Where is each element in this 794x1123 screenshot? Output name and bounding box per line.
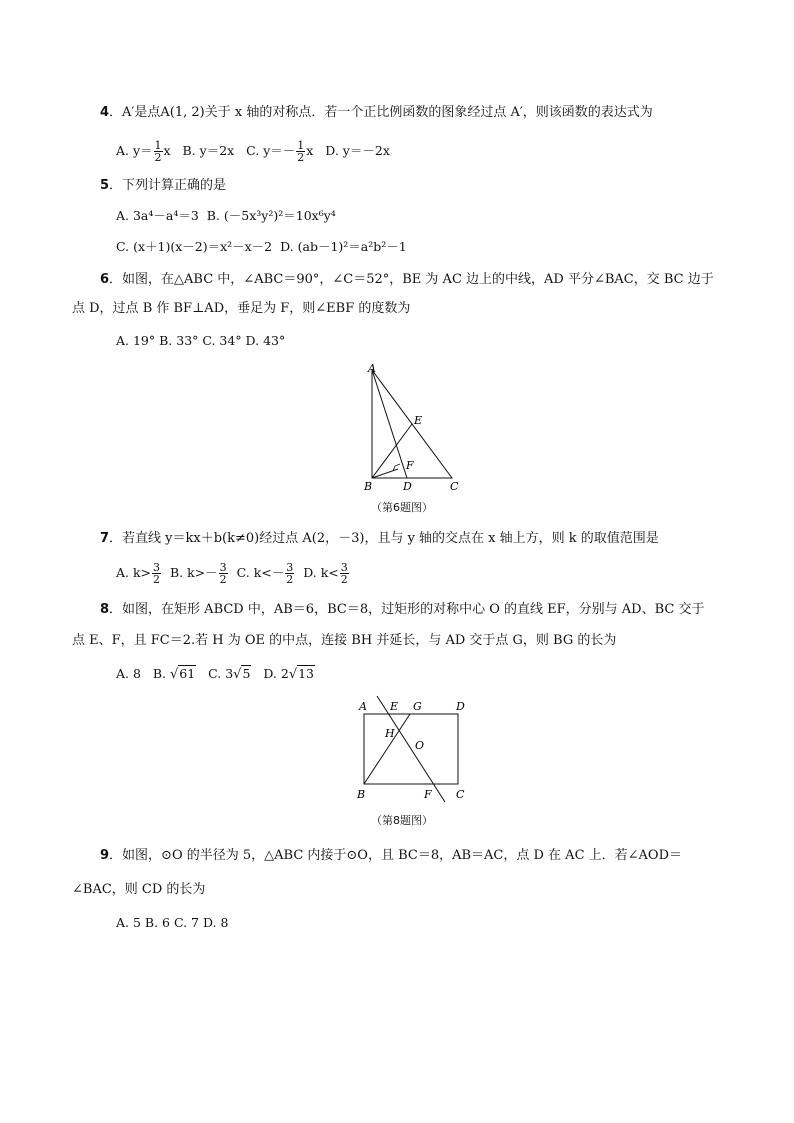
label-a: A (359, 700, 367, 713)
q7-option-b: B. k>－ $\frac{3}{2}$ (169, 561, 227, 586)
q5-option-b: B. (－5x³y²)²＝10x⁶y⁴ (206, 208, 336, 223)
q5-options-row1 (116, 206, 336, 226)
q7-options (116, 557, 350, 589)
q5-option-c: C. (x＋1)(x－2)＝x²－x－2 (116, 239, 273, 254)
q9-stem-line2: ∠BAC，则 CD 的长为 (72, 882, 206, 897)
segment-ad (372, 370, 407, 478)
label-e: E (414, 414, 423, 427)
q8-number: 8 (100, 602, 110, 617)
q8-option-b: B. √61 (152, 666, 196, 682)
q8-stem-text1: ．如图，在矩形 ABCD 中，AB＝6，BC＝8，过矩形的对称中心 O 的直线 EF，分别与 AD、BC 交于 (109, 602, 705, 617)
label-d: D (456, 700, 465, 713)
q7-option-c: C. k<－ $\frac{3}{2}$ (236, 561, 294, 586)
q4-option-b: B. y＝2x (182, 143, 235, 158)
label-b: B (357, 788, 366, 801)
q4-stem (100, 103, 653, 123)
label-c: C (456, 788, 465, 801)
q9-stem-line1 (100, 846, 682, 866)
q7-stem-text: ．若直线 y＝kx＋b(k≠0)经过点 A(2，－3)，且与 y 轴的交点在 x 轴上方，则 k 的取值范围是 (109, 531, 659, 546)
q7-option-a: A. k> $\frac{3}{2}$ (116, 561, 161, 586)
q5-stem-text: ．下列计算正确的是 (109, 178, 227, 193)
label-h: H (385, 727, 395, 740)
label-f: F (424, 788, 432, 801)
q7-number: 7 (100, 531, 110, 546)
label-d: D (403, 480, 412, 493)
q4-option-c: C. y＝－ $\frac{1}{2}$ x (246, 139, 314, 164)
q6-stem-text1: ．如图，在△ABC 中，∠ABC＝90°，∠C＝52°，BE 为 AC 边上的中线，AD 平分∠BAC，交 BC 边于 (109, 272, 714, 287)
q8-option-a: A. 8 (116, 666, 141, 681)
q6-number: 6 (100, 272, 110, 287)
q8-stem-line2: 点 E、F，且 FC＝2.若 H 为 OE 的中点，连接 BH 并延长，与 AD 交于点 G，则 BG 的长为 (72, 633, 617, 648)
q8-option-d: D. 2√13 (263, 666, 315, 682)
q6-caption: （第6题图） (371, 501, 433, 514)
q5-options-row2 (116, 237, 407, 257)
label-f: F (406, 459, 414, 472)
q6-stem-line2: 点 D，过点 B 作 BF⊥AD，垂足为 F，则∠EBF 的度数为 (72, 301, 411, 316)
q8-option-c: C. 3√5 (208, 666, 251, 682)
q9-number: 9 (100, 848, 110, 863)
q4-options (116, 135, 390, 167)
q6-stem-line1 (100, 270, 714, 290)
q7-stem (100, 529, 659, 549)
label-g: G (413, 700, 422, 713)
q4-option-d: D. y＝－2x (325, 143, 390, 158)
q5-option-d: D. (ab－1)²＝a²b²－1 (280, 239, 407, 254)
q5-option-a: A. 3a⁴－a⁴＝3 (116, 208, 199, 223)
label-a: A (368, 362, 376, 375)
q5-number: 5 (100, 178, 110, 193)
label-o: O (415, 739, 425, 752)
q8-stem-line1 (100, 600, 704, 620)
q8-figure (350, 694, 480, 806)
q4-stem-text: ．A′是点A(1, 2)关于 x 轴的对称点．若一个正比例函数的图象经过点 A′，则该函数的表达式为 (109, 105, 653, 120)
q5-stem (100, 176, 226, 196)
segment-bg (364, 714, 410, 784)
label-e: E (390, 700, 399, 713)
q8-caption: （第8题图） (371, 814, 433, 827)
q8-options (116, 664, 315, 685)
q7-option-d: D. k< $\frac{3}{2}$ (303, 561, 348, 586)
label-c: C (450, 480, 459, 493)
q4-option-a: A. y＝ $\frac{1}{2}$ x (116, 139, 171, 164)
q4-number: 4 (100, 105, 110, 120)
label-b: B (364, 480, 373, 493)
q9-options: A. 5 B. 6 C. 7 D. 8 (116, 915, 229, 930)
q9-stem-text1: ．如图，⊙O 的半径为 5，△ABC 内接于⊙O，且 BC＝8，AB＝AC，点 D 在 AC 上．若∠AOD＝ (109, 848, 683, 863)
q6-figure (360, 360, 470, 495)
q6-options: A. 19° B. 33° C. 34° D. 43° (116, 333, 286, 348)
